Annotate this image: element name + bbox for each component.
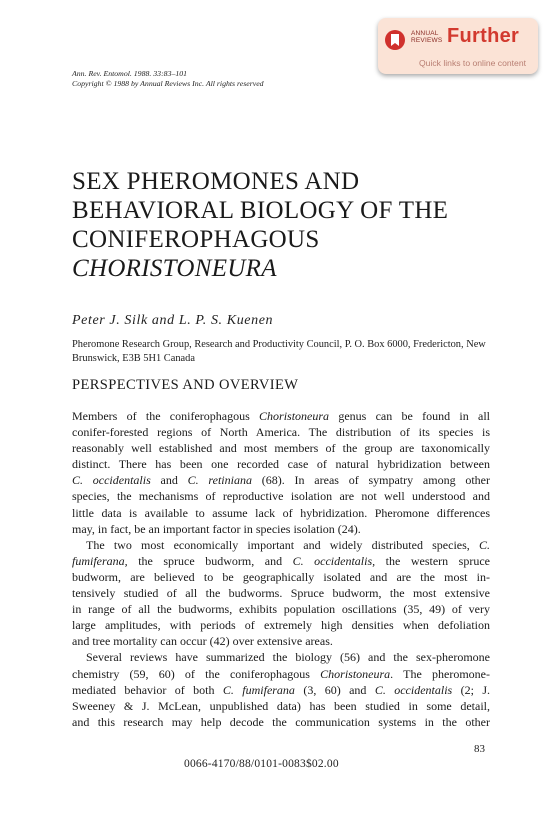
paragraph-line: C. occidentalis and C. retiniana (68). In areas of sympatry among other	[72, 473, 490, 488]
paragraph-line: large amplitudes, with periods of extremely high densities when defoliation	[72, 618, 490, 633]
banner-annual-reviews-text: ANNUAL REVIEWS	[411, 30, 443, 44]
affiliation: Pheromone Research Group, Research and Productivity Council, P. O. Box 6000, Fredericton, New Brunswick, E3B 5H1 Canada	[72, 339, 486, 364]
paragraph-line: The two most economically important and widely distributed species, C.	[86, 537, 490, 552]
paragraph-line: may, in fact, be an important factor in species isolation (24).	[72, 521, 361, 536]
paragraph-line: Members of the coniferophagous Choristoneura genus can be found in all	[72, 409, 490, 423]
article-title: SEX PHEROMONES AND BEHAVIORAL BIOLOGY OF THE CONIFEROPHAGOUS CHORISTONEURA	[72, 168, 449, 282]
paragraph-line: tensively studied of all the budworms. Spruce budworm, the most extensive	[72, 586, 490, 601]
paragraph-line: budworm, are believed to be geographically isolated and are the most in-	[72, 569, 490, 584]
article-code: 0066-4170/88/0101-0083$02.00	[184, 758, 339, 770]
paragraph-line: Several reviews have summarized the biology (56) and the sex-pheromone	[86, 650, 490, 665]
authors: Peter J. Silk and L. P. S. Kuenen	[72, 313, 274, 328]
citation	[72, 69, 264, 88]
banner-subtitle: Quick links to online content	[419, 58, 527, 68]
paragraph-line: Sweeney & J. McLean, unpublished data) has been studied in some detail,	[72, 698, 490, 713]
paragraph-line: distinct. There has been one recorded case of natural hybridization between	[72, 457, 490, 472]
paragraph-line: species, the mechanisms of reproductive isolation are not well understood and	[72, 489, 490, 504]
paragraph-line: in range of all the budworms, exhibits population oscillations (35, 49) of very	[72, 602, 490, 617]
banner-further-label: Further	[447, 25, 520, 47]
copyright-notice: Copyright © 1988 by Annual Reviews Inc. All rights reserved	[72, 78, 264, 88]
section-heading: PERSPECTIVES AND OVERVIEW	[72, 377, 299, 393]
body-text	[72, 408, 490, 730]
annual-reviews-logo-icon	[385, 30, 405, 50]
journal-citation: Ann. Rev. Entomol. 1988. 33:83–101	[72, 69, 188, 78]
paragraph-line: fumiferana, the spruce budworm, and C. occidentalis, the western spruce	[72, 553, 490, 568]
further-banner[interactable]	[378, 18, 538, 74]
paragraph-line: and this research may help decode the communication systems in the other	[72, 714, 490, 729]
paragraph-line: reasonably well established and most members of the group are taxonomically	[72, 441, 490, 456]
paragraph-line: conifer-forested regions of North America. The distribution of its species is	[72, 425, 490, 440]
paragraph-line: and tree mortality can occur (42) over extensive areas.	[72, 634, 333, 649]
paragraph-line: chemistry (59, 60) of the coniferophagous Choristoneura. The pheromone-	[72, 666, 490, 681]
page-number: 83	[474, 743, 485, 755]
paragraph-line: little data is available to assume lack of hybridization. Pheromone differences	[72, 505, 490, 520]
paragraph-line: mediated behavior of both C. fumiferana (3, 60) and C. occidentalis (2; J.	[72, 682, 491, 697]
